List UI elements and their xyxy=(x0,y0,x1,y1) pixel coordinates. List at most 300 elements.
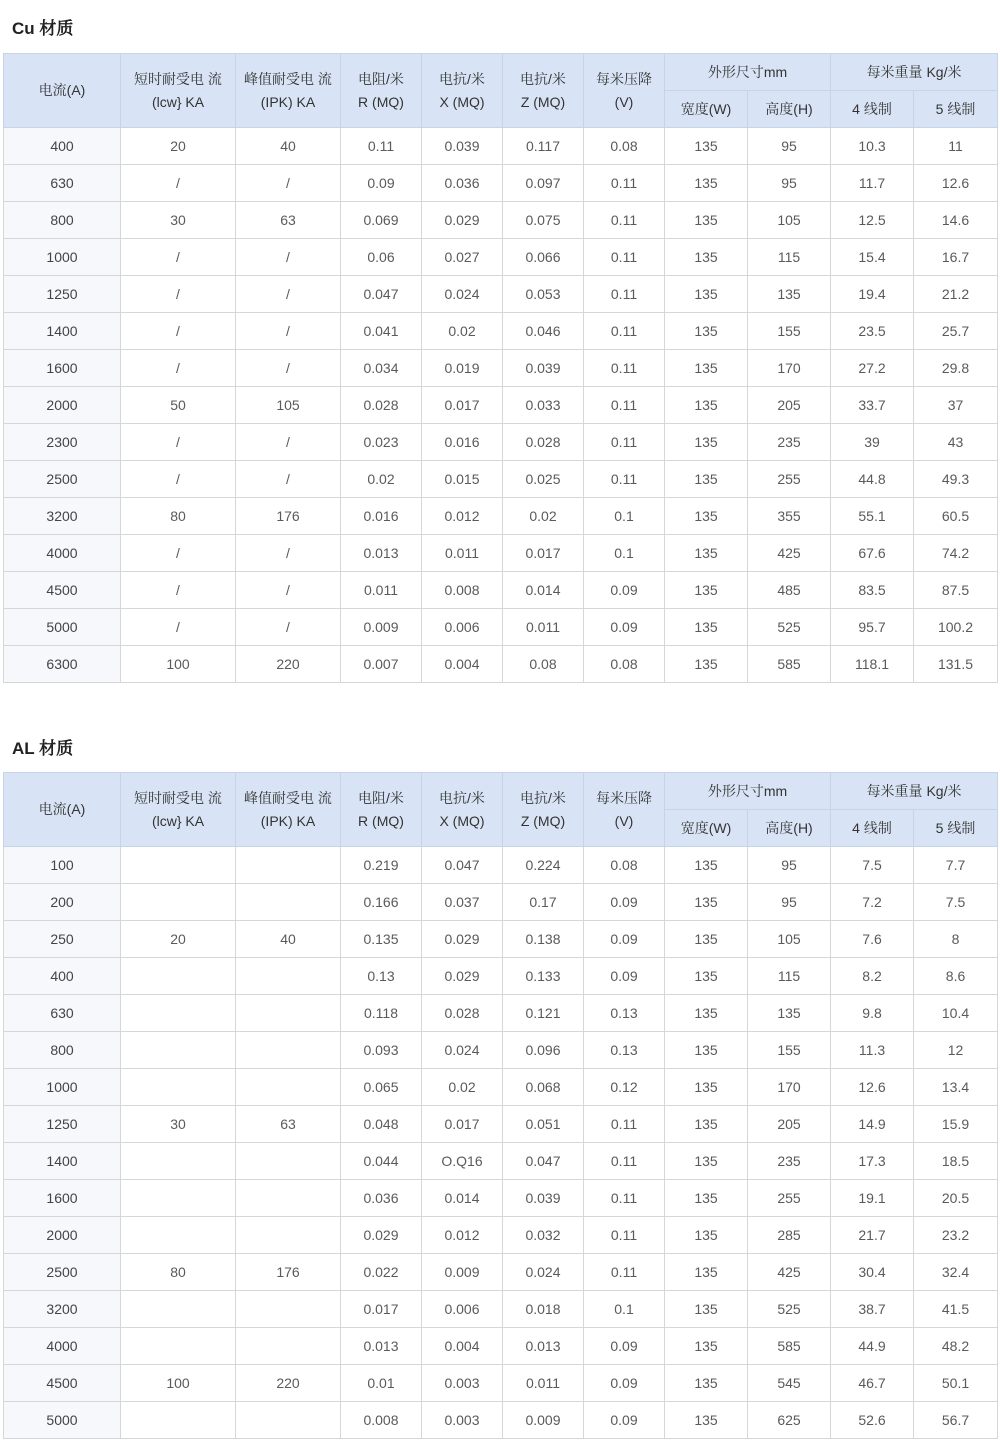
table-cell: 0.02 xyxy=(422,313,503,350)
table-cell xyxy=(121,847,236,884)
table-cell: 525 xyxy=(748,609,831,646)
table-cell: 0.09 xyxy=(584,572,665,609)
table-cell: 0.11 xyxy=(584,313,665,350)
table-cell: 105 xyxy=(748,202,831,239)
table-header xyxy=(4,54,998,128)
table-cell: 0.09 xyxy=(584,1402,665,1439)
table-cell: 400 xyxy=(4,958,121,995)
table-cell xyxy=(236,1328,341,1365)
table-cell: 135 xyxy=(665,1254,748,1291)
table-cell: 0.029 xyxy=(341,1217,422,1254)
table-cell: 0.039 xyxy=(422,128,503,165)
table-cell: 95.7 xyxy=(831,609,914,646)
table-cell: 13.4 xyxy=(914,1069,998,1106)
table-cell: 135 xyxy=(665,350,748,387)
header-reactance-z xyxy=(503,773,584,847)
table-cell: 135 xyxy=(665,646,748,683)
table-cell: 18.5 xyxy=(914,1143,998,1180)
table-cell: 39 xyxy=(831,424,914,461)
table-cell xyxy=(121,1143,236,1180)
table-cell: 115 xyxy=(748,958,831,995)
header-resistance xyxy=(341,773,422,847)
header-resistance xyxy=(341,54,422,128)
table-cell: 56.7 xyxy=(914,1402,998,1439)
table-cell: 30 xyxy=(121,1106,236,1143)
table-row xyxy=(4,535,998,572)
table-cell: 0.066 xyxy=(503,239,584,276)
table-cell: 235 xyxy=(748,1143,831,1180)
table-cell: 83.5 xyxy=(831,572,914,609)
table-cell: 135 xyxy=(665,424,748,461)
table-cell: 135 xyxy=(665,387,748,424)
header-four-wire: 4 线制 xyxy=(831,810,914,847)
header-four-wire: 4 线制 xyxy=(831,91,914,128)
table-cell xyxy=(236,1180,341,1217)
table-cell: 0.133 xyxy=(503,958,584,995)
table-cell xyxy=(236,1402,341,1439)
table-cell: 131.5 xyxy=(914,646,998,683)
table-cell: / xyxy=(236,461,341,498)
table-cell: 135 xyxy=(665,609,748,646)
table-cell: 37 xyxy=(914,387,998,424)
table-cell: 44.8 xyxy=(831,461,914,498)
table-cell xyxy=(236,1143,341,1180)
table-cell: 0.138 xyxy=(503,921,584,958)
table-cell: 0.093 xyxy=(341,1032,422,1069)
table-cell: 7.6 xyxy=(831,921,914,958)
table-cell: / xyxy=(121,313,236,350)
header-height: 高度(H) xyxy=(748,810,831,847)
table-row xyxy=(4,1254,998,1291)
table-cell: 63 xyxy=(236,1106,341,1143)
table-cell: 0.09 xyxy=(584,1365,665,1402)
table-cell: 0.09 xyxy=(341,165,422,202)
table-cell: 2300 xyxy=(4,424,121,461)
table-cell: 135 xyxy=(748,276,831,313)
table-cell: / xyxy=(236,313,341,350)
table-cell: O.Q16 xyxy=(422,1143,503,1180)
table-cell: 0.012 xyxy=(422,1217,503,1254)
header-unit: (lcw} KA xyxy=(151,93,205,110)
table-cell: 0.041 xyxy=(341,313,422,350)
table-row xyxy=(4,202,998,239)
table-cell: 0.11 xyxy=(584,276,665,313)
table-cell: 0.017 xyxy=(422,1106,503,1143)
table-cell: 545 xyxy=(748,1365,831,1402)
table-row xyxy=(4,1365,998,1402)
table-row xyxy=(4,609,998,646)
table-row xyxy=(4,1217,998,1254)
table-cell: 0.09 xyxy=(584,884,665,921)
table-cell: 0.09 xyxy=(584,1328,665,1365)
table-cell: 485 xyxy=(748,572,831,609)
table-cell: 80 xyxy=(121,498,236,535)
table-cell: 0.1 xyxy=(584,535,665,572)
table-cell: 0.11 xyxy=(584,165,665,202)
table-row xyxy=(4,1402,998,1439)
table-cell: 55.1 xyxy=(831,498,914,535)
table-cell: 425 xyxy=(748,535,831,572)
table-cell: 0.11 xyxy=(584,239,665,276)
header-text: 电阻/米 xyxy=(358,789,404,806)
table-cell: 1250 xyxy=(4,276,121,313)
table-cell: 0.09 xyxy=(584,609,665,646)
table-cell xyxy=(236,884,341,921)
header-current: 电流(A) xyxy=(4,773,121,847)
table-cell xyxy=(121,884,236,921)
table-cell: / xyxy=(236,350,341,387)
table-cell: 0.051 xyxy=(503,1106,584,1143)
table-cell: / xyxy=(236,424,341,461)
table-cell: 0.11 xyxy=(584,350,665,387)
table-cell: 60.5 xyxy=(914,498,998,535)
table-row xyxy=(4,995,998,1032)
table-cell: 800 xyxy=(4,1032,121,1069)
header-dimensions: 外形尺寸mm xyxy=(665,773,831,810)
table-cell: 0.11 xyxy=(584,1106,665,1143)
table-cell: 3200 xyxy=(4,498,121,535)
table-cell: 0.011 xyxy=(503,609,584,646)
table-cell xyxy=(236,995,341,1032)
table-cell: 11.7 xyxy=(831,165,914,202)
table-cell: 525 xyxy=(748,1291,831,1328)
table-row xyxy=(4,884,998,921)
table-cell: 200 xyxy=(4,884,121,921)
header-text: 电阻/米 xyxy=(358,70,404,87)
table-cell: 0.075 xyxy=(503,202,584,239)
table-cell: 2000 xyxy=(4,387,121,424)
table-cell: 11 xyxy=(914,128,998,165)
table-cell: 0.11 xyxy=(584,1143,665,1180)
table-cell: 0.039 xyxy=(503,1180,584,1217)
table-cell: 21.7 xyxy=(831,1217,914,1254)
table-cell: 46.7 xyxy=(831,1365,914,1402)
header-text: 电抗/米 xyxy=(439,789,485,806)
section-title-cu: Cu 材质 xyxy=(12,19,74,38)
table-cell xyxy=(121,1180,236,1217)
table-cell: 11.3 xyxy=(831,1032,914,1069)
table-cell: 15.4 xyxy=(831,239,914,276)
header-text: 每米压降 xyxy=(596,789,652,806)
table-cell: 15.9 xyxy=(914,1106,998,1143)
table-cell: 4500 xyxy=(4,572,121,609)
table-cell: 355 xyxy=(748,498,831,535)
table-cell: 105 xyxy=(236,387,341,424)
table-row xyxy=(4,1032,998,1069)
table-cell: 25.7 xyxy=(914,313,998,350)
table-cell: 0.224 xyxy=(503,847,584,884)
table-cell: 285 xyxy=(748,1217,831,1254)
table-cell: 0.029 xyxy=(422,958,503,995)
header-text: 峰值耐受电 流 xyxy=(244,70,332,87)
table-cell: 135 xyxy=(665,1365,748,1402)
table-cell: 105 xyxy=(748,921,831,958)
table-cell: 135 xyxy=(665,165,748,202)
table-cell: 1000 xyxy=(4,239,121,276)
header-reactance-x xyxy=(422,773,503,847)
table-cell: 12 xyxy=(914,1032,998,1069)
table-cell: 0.047 xyxy=(422,847,503,884)
table-cell: 800 xyxy=(4,202,121,239)
table-cell: 0.036 xyxy=(422,165,503,202)
table-cell: 40 xyxy=(236,921,341,958)
table-cell: 7.5 xyxy=(831,847,914,884)
header-reactance-z xyxy=(503,54,584,128)
header-weight: 每米重量 Kg/米 xyxy=(831,54,998,91)
table-cell: / xyxy=(236,572,341,609)
header-text: 短时耐受电 流 xyxy=(134,70,222,87)
table-cell: 0.024 xyxy=(422,276,503,313)
table-cell: 0.11 xyxy=(584,202,665,239)
table-cell: 40 xyxy=(236,128,341,165)
table-cell xyxy=(236,847,341,884)
header-text: 每米压降 xyxy=(596,70,652,87)
table-cell: 0.1 xyxy=(584,498,665,535)
table-cell: / xyxy=(121,276,236,313)
table-cell: 220 xyxy=(236,1365,341,1402)
table-cell: 100.2 xyxy=(914,609,998,646)
table-cell: 220 xyxy=(236,646,341,683)
table-cell xyxy=(236,1032,341,1069)
table-cell: 43 xyxy=(914,424,998,461)
table-cell: 10.3 xyxy=(831,128,914,165)
table-cell: 135 xyxy=(665,1143,748,1180)
table-cell: 0.06 xyxy=(341,239,422,276)
table-cell: 0.039 xyxy=(503,350,584,387)
table-body xyxy=(4,128,998,683)
table-cell: 17.3 xyxy=(831,1143,914,1180)
table-cell: 0.023 xyxy=(341,424,422,461)
header-text: 电抗/米 xyxy=(520,789,566,806)
header-unit: R (MQ) xyxy=(358,93,404,110)
table-cell: 1600 xyxy=(4,1180,121,1217)
table-cell: 5000 xyxy=(4,1402,121,1439)
table-cell: 14.9 xyxy=(831,1106,914,1143)
table-body xyxy=(4,847,998,1439)
header-unit: Z (MQ) xyxy=(520,812,566,829)
table-cell: 135 xyxy=(665,958,748,995)
table-row xyxy=(4,572,998,609)
table-cell: 135 xyxy=(665,276,748,313)
table-row xyxy=(4,498,998,535)
table-cell: 95 xyxy=(748,128,831,165)
table-cell: 135 xyxy=(665,461,748,498)
table-cell: / xyxy=(236,276,341,313)
table-cell: 585 xyxy=(748,646,831,683)
table-cell: 50 xyxy=(121,387,236,424)
table-cell: 2000 xyxy=(4,1217,121,1254)
table-cell: 0.008 xyxy=(422,572,503,609)
table-cell xyxy=(121,958,236,995)
table-cell: 135 xyxy=(665,921,748,958)
table-row xyxy=(4,1180,998,1217)
table-cell xyxy=(121,1217,236,1254)
table-row xyxy=(4,1106,998,1143)
table-cell: / xyxy=(121,239,236,276)
table-cell: 0.011 xyxy=(503,1365,584,1402)
table-cell: 135 xyxy=(665,239,748,276)
table-cell: 2500 xyxy=(4,1254,121,1291)
table-cell: 6300 xyxy=(4,646,121,683)
table-cell: 135 xyxy=(665,313,748,350)
table-cell: 0.003 xyxy=(422,1365,503,1402)
table-cell xyxy=(121,1402,236,1439)
table-cell: 0.034 xyxy=(341,350,422,387)
table-cell: 8.6 xyxy=(914,958,998,995)
table-cell xyxy=(121,1291,236,1328)
header-text: 电抗/米 xyxy=(439,70,485,87)
table-cell: 1000 xyxy=(4,1069,121,1106)
table-cell: 0.029 xyxy=(422,921,503,958)
table-row xyxy=(4,350,998,387)
table-cell: / xyxy=(121,165,236,202)
table-cell: 135 xyxy=(748,995,831,1032)
table-cell: 0.019 xyxy=(422,350,503,387)
table-cell: 155 xyxy=(748,1032,831,1069)
table-cell: 0.024 xyxy=(422,1032,503,1069)
table-cell: 0.13 xyxy=(584,995,665,1032)
table-cell: 0.013 xyxy=(341,535,422,572)
table-row xyxy=(4,1328,998,1365)
table-cell: 0.068 xyxy=(503,1069,584,1106)
table-cell: 135 xyxy=(665,1032,748,1069)
table-cell: 0.13 xyxy=(584,1032,665,1069)
header-unit: (V) xyxy=(614,93,634,110)
table-cell xyxy=(236,1291,341,1328)
table-row xyxy=(4,313,998,350)
table-cell: 0.1 xyxy=(584,1291,665,1328)
table-row xyxy=(4,461,998,498)
header-voltage-drop xyxy=(584,54,665,128)
table-cell: 0.009 xyxy=(422,1254,503,1291)
table-cell: 205 xyxy=(748,387,831,424)
header-unit: R (MQ) xyxy=(358,812,404,829)
table-cell: 0.006 xyxy=(422,1291,503,1328)
table-cell: 135 xyxy=(665,847,748,884)
table-cell: 50.1 xyxy=(914,1365,998,1402)
table-cell: / xyxy=(121,461,236,498)
table-cell: 16.7 xyxy=(914,239,998,276)
table-cell: 0.08 xyxy=(584,128,665,165)
table-cell: 0.007 xyxy=(341,646,422,683)
header-text: 电抗/米 xyxy=(520,70,566,87)
table-cell: 0.048 xyxy=(341,1106,422,1143)
table-cell: 135 xyxy=(665,884,748,921)
header-width: 宽度(W) xyxy=(665,810,748,847)
header-unit: Z (MQ) xyxy=(520,93,566,110)
table-cell: 0.024 xyxy=(503,1254,584,1291)
table-cell: 12.6 xyxy=(831,1069,914,1106)
table-cell: 41.5 xyxy=(914,1291,998,1328)
table-cell: 0.096 xyxy=(503,1032,584,1069)
table-cell: 255 xyxy=(748,461,831,498)
table-cell: 23.2 xyxy=(914,1217,998,1254)
header-short-time xyxy=(121,773,236,847)
table-cell: 118.1 xyxy=(831,646,914,683)
table-cell: 135 xyxy=(665,1106,748,1143)
table-cell: 235 xyxy=(748,424,831,461)
table-cell: 425 xyxy=(748,1254,831,1291)
table-row xyxy=(4,921,998,958)
table-cell: 0.046 xyxy=(503,313,584,350)
table-cell: 0.13 xyxy=(341,958,422,995)
table-cell: / xyxy=(236,609,341,646)
table-cell: 0.029 xyxy=(422,202,503,239)
table-cell: 0.219 xyxy=(341,847,422,884)
table-cell: / xyxy=(121,572,236,609)
table-cell: 63 xyxy=(236,202,341,239)
table-cell xyxy=(121,1069,236,1106)
table-cell: 135 xyxy=(665,1328,748,1365)
table-cell: 87.5 xyxy=(914,572,998,609)
table-cell: 135 xyxy=(665,202,748,239)
table-cell: 135 xyxy=(665,1069,748,1106)
table-cell: 0.08 xyxy=(584,646,665,683)
table-cell: 44.9 xyxy=(831,1328,914,1365)
table-cell: 49.3 xyxy=(914,461,998,498)
table-row xyxy=(4,958,998,995)
table-cell: 0.11 xyxy=(584,1180,665,1217)
table-cell: 38.7 xyxy=(831,1291,914,1328)
table-cell: 0.028 xyxy=(422,995,503,1032)
table-cell: 12.6 xyxy=(914,165,998,202)
table-cell: 0.017 xyxy=(422,387,503,424)
table-cell: 33.7 xyxy=(831,387,914,424)
table-cell: 0.17 xyxy=(503,884,584,921)
table-cell: 30.4 xyxy=(831,1254,914,1291)
table-cell xyxy=(236,958,341,995)
table-cell: 0.017 xyxy=(341,1291,422,1328)
table-cell: 0.028 xyxy=(341,387,422,424)
table-cell: 29.8 xyxy=(914,350,998,387)
header-unit: (IPK) KA xyxy=(260,93,316,110)
table-cell: 0.012 xyxy=(422,498,503,535)
table-cell: 0.009 xyxy=(503,1402,584,1439)
table-cell: 30 xyxy=(121,202,236,239)
table-cell: 0.037 xyxy=(422,884,503,921)
header-peak xyxy=(236,773,341,847)
table-cell: 0.12 xyxy=(584,1069,665,1106)
table-cell: 32.4 xyxy=(914,1254,998,1291)
table-cell: 135 xyxy=(665,1402,748,1439)
table-cell: 115 xyxy=(748,239,831,276)
table-cell xyxy=(121,1328,236,1365)
table-cell: / xyxy=(121,609,236,646)
table-cell: 0.135 xyxy=(341,921,422,958)
table-cell: 170 xyxy=(748,1069,831,1106)
section-title-al: AL 材质 xyxy=(12,739,74,758)
table-cell: 0.166 xyxy=(341,884,422,921)
table-cell: 100 xyxy=(121,1365,236,1402)
table-cell: 0.01 xyxy=(341,1365,422,1402)
table-cell xyxy=(121,1032,236,1069)
table-cell: 23.5 xyxy=(831,313,914,350)
table-cell: 250 xyxy=(4,921,121,958)
header-text: 峰值耐受电 流 xyxy=(244,789,332,806)
table-cell: 0.117 xyxy=(503,128,584,165)
table-cell: / xyxy=(121,424,236,461)
table-cell: 135 xyxy=(665,128,748,165)
table-cell: 14.6 xyxy=(914,202,998,239)
table-cell: 80 xyxy=(121,1254,236,1291)
header-current: 电流(A) xyxy=(4,54,121,128)
table-cell: / xyxy=(236,535,341,572)
table-cell: 400 xyxy=(4,128,121,165)
table-cell: 0.009 xyxy=(341,609,422,646)
table-cell: / xyxy=(236,165,341,202)
table-cell: 585 xyxy=(748,1328,831,1365)
table-cell: 135 xyxy=(665,572,748,609)
